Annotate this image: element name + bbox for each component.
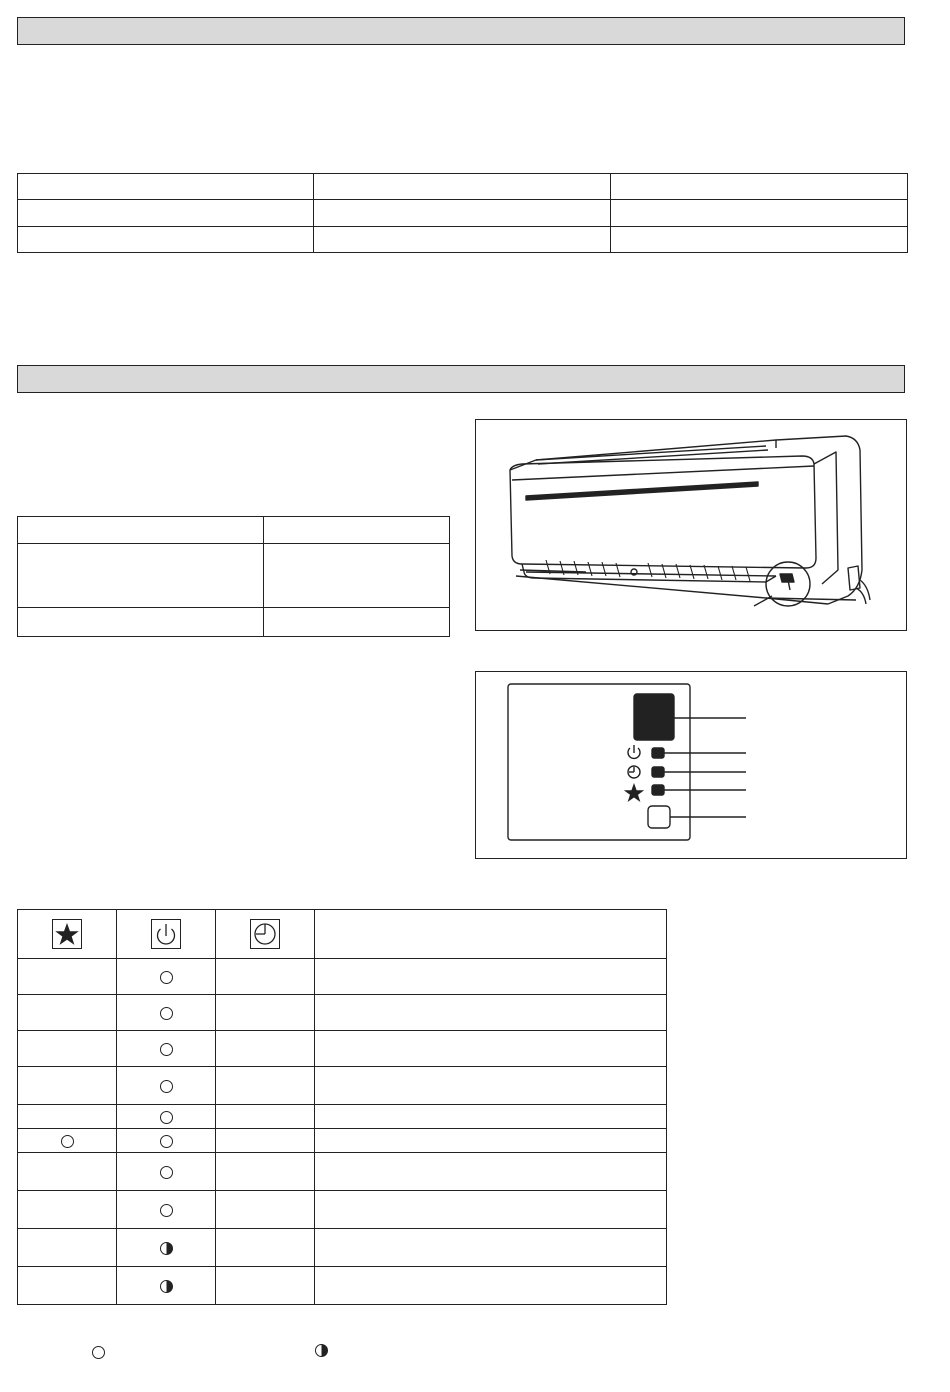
timer-cell [216,1067,315,1105]
table-row [18,174,908,200]
timer-led [652,767,664,777]
timer-cell [216,959,315,995]
circle-on-icon [160,1135,173,1148]
legend-blink [315,1342,328,1360]
table-cell [18,174,314,200]
timer-cell [216,1153,315,1191]
section-header-1 [17,17,905,45]
table-row [18,517,450,544]
table-cell [611,174,908,200]
table-cell [611,200,908,227]
description-cell [315,995,667,1031]
table-header-row [18,910,667,959]
receiver-window [634,694,674,740]
table-row [18,995,667,1031]
description-cell [315,1191,667,1229]
power-cell [117,1267,216,1305]
star-symbol-icon [624,783,644,802]
table-row [18,200,908,227]
table-row [18,1267,667,1305]
indicator-panel-drawing [476,672,906,858]
timer-cell [216,1191,315,1229]
timer-header-cell [216,910,315,959]
indoor-unit-figure [475,419,907,631]
description-cell [315,1267,667,1305]
power-cell [117,959,216,995]
indicator-panel-figure [475,671,907,859]
power-cell [117,1105,216,1129]
econo-led [652,785,664,795]
circle-on-icon [160,1043,173,1056]
description-cell [315,1229,667,1267]
description-cell [315,1105,667,1129]
table-cell [314,174,611,200]
timer-cell [216,1267,315,1305]
star-cell [18,1267,117,1305]
table-cell [18,544,264,608]
circle-on-icon [160,1007,173,1020]
table-cell [314,200,611,227]
legend-on [92,1344,105,1362]
description-cell [315,959,667,995]
star-cell [18,1191,117,1229]
table-cell [18,608,264,637]
star-cell [18,1105,117,1129]
star-icon [52,919,82,949]
circle-on-icon [160,1166,173,1179]
timer-icon [250,919,280,949]
table-cell [18,200,314,227]
power-cell [117,995,216,1031]
power-symbol-icon [628,745,640,758]
power-header-cell [117,910,216,959]
star-cell [18,995,117,1031]
section-header-2 [17,365,905,393]
table-row [18,1129,667,1153]
half-circle-blink-icon [315,1344,328,1357]
table-row [18,1067,667,1105]
table-row [18,1031,667,1067]
power-icon [151,919,181,949]
table-row [18,959,667,995]
power-cell [117,1067,216,1105]
table-row [18,544,450,608]
table-row [18,227,908,253]
circle-on-icon [160,1111,173,1124]
description-header-cell [315,910,667,959]
star-cell [18,1153,117,1191]
table-cell [264,517,450,544]
description-cell [315,1067,667,1105]
table-cell [264,544,450,608]
description-cell [315,1153,667,1191]
indicator-status-table [17,909,667,1305]
operation-led [652,748,664,758]
table-row [18,1229,667,1267]
power-cell [117,1129,216,1153]
star-cell [18,1129,117,1153]
star-header-cell [18,910,117,959]
star-cell [18,959,117,995]
power-cell [117,1031,216,1067]
circle-on-icon [160,1080,173,1093]
description-cell [315,1031,667,1067]
timer-cell [216,1105,315,1129]
function-table [17,516,450,637]
specification-table [17,173,908,253]
timer-cell [216,995,315,1031]
circle-on-icon [61,1135,74,1148]
circle-on-icon [92,1346,105,1359]
star-cell [18,1031,117,1067]
table-row [18,1191,667,1229]
timer-cell [216,1129,315,1153]
table-cell [264,608,450,637]
indoor-unit-drawing [476,420,906,630]
power-cell [117,1229,216,1267]
half-circle-blink-icon [160,1242,173,1255]
circle-on-icon [160,1204,173,1217]
table-cell [18,227,314,253]
timer-cell [216,1229,315,1267]
table-cell [611,227,908,253]
table-cell [18,517,264,544]
table-row [18,1105,667,1129]
half-circle-blink-icon [160,1280,173,1293]
table-row [18,1153,667,1191]
timer-symbol-icon [628,766,640,778]
star-cell [18,1229,117,1267]
star-cell [18,1067,117,1105]
circle-on-icon [160,971,173,984]
table-row [18,608,450,637]
table-cell [314,227,611,253]
emergency-operation-button [648,806,670,828]
power-cell [117,1153,216,1191]
timer-cell [216,1031,315,1067]
power-cell [117,1191,216,1229]
description-cell [315,1129,667,1153]
